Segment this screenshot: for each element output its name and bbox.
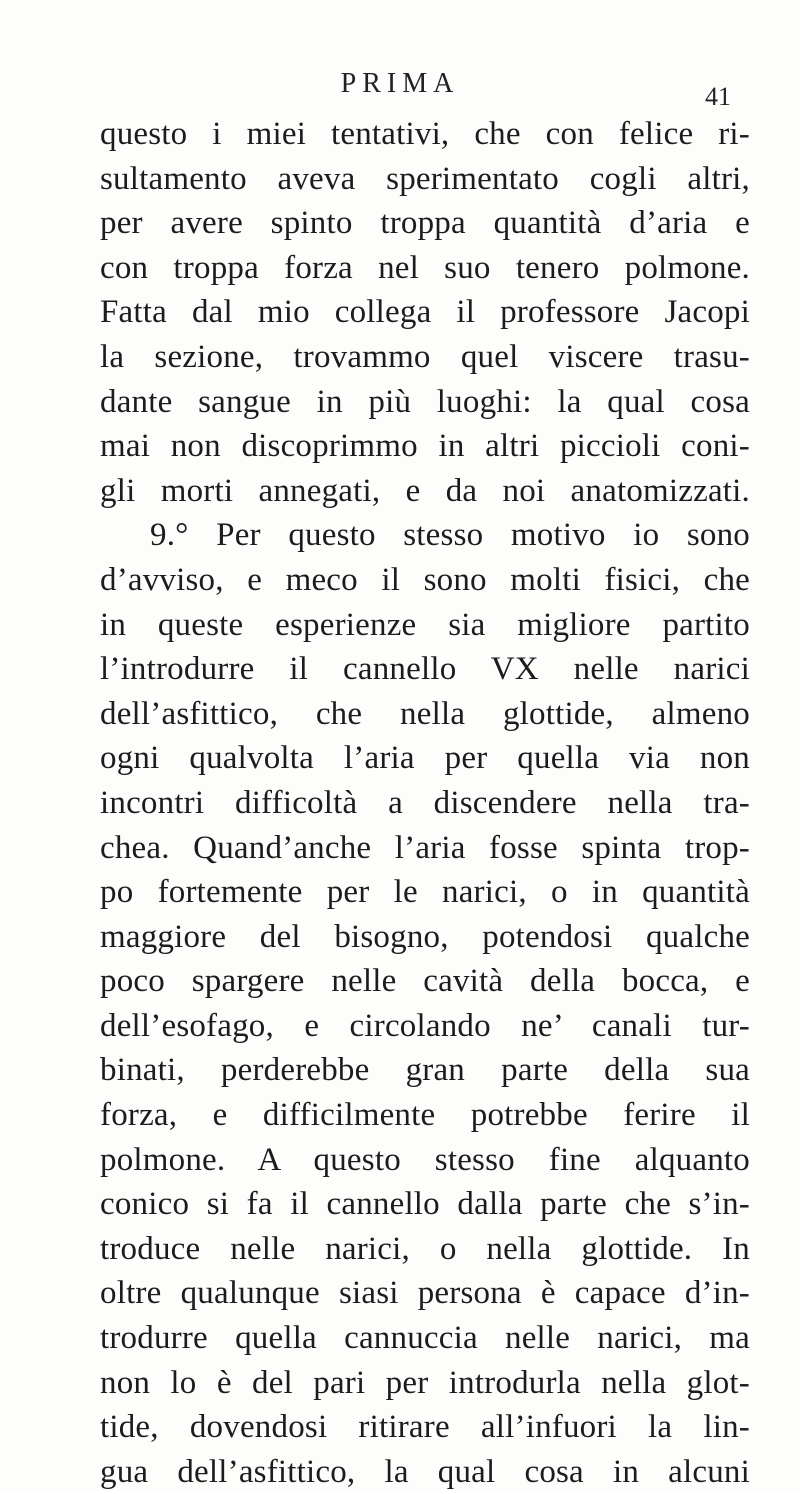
text-line: gli morti annegati, e da noi anatomizzati. bbox=[100, 472, 750, 509]
text-line: d’avviso, e meco il sono molti fisici, che bbox=[100, 561, 750, 598]
text-line: mai non discoprimmo in altri piccioli coni- bbox=[100, 428, 750, 465]
text-line: ogni qualvolta l’aria per quella via non bbox=[100, 740, 750, 777]
text-line: chea. Quand’anche l’aria fosse spinta trop- bbox=[100, 829, 750, 866]
text-line: dante sangue in più luoghi: la qual cosa bbox=[100, 383, 750, 420]
text-line: sultamento aveva sperimentato cogli altri, bbox=[100, 160, 750, 197]
text-line: in queste esperienze sia migliore partito bbox=[100, 606, 750, 643]
text-line: Fatta dal mio collega il professore Jacopi bbox=[100, 294, 750, 331]
text-line: con troppa forza nel suo tenero polmone. bbox=[100, 249, 750, 286]
text-line: poco spargere nelle cavità della bocca, e bbox=[100, 963, 750, 1000]
paragraph-start-line: 9.° Per questo stesso motivo io sono bbox=[150, 517, 750, 554]
text-line: la sezione, trovammo quel viscere trasu- bbox=[100, 338, 750, 375]
text-line: binati, perderebbe gran parte della sua bbox=[100, 1052, 750, 1089]
text-line: incontri difficoltà a discendere nella tra- bbox=[100, 784, 750, 821]
text-line: per avere spinto troppa quantità d’aria e bbox=[100, 205, 750, 242]
running-title: PRIMA bbox=[340, 68, 460, 99]
text-line: forza, e difficilmente potrebbe ferire il bbox=[100, 1097, 750, 1134]
text-line: questo i miei tentativi, che con felice ri- bbox=[100, 116, 750, 152]
text-line: non lo è del pari per introdurla nella glot- bbox=[100, 1364, 750, 1401]
text-line: oltre qualunque siasi persona è capace d’in- bbox=[100, 1275, 750, 1312]
text-line: polmone. A questo stesso fine alquanto bbox=[100, 1141, 750, 1178]
page-number: 41 bbox=[705, 82, 731, 111]
text-line: gua dell’asfittico, la qual cosa in alcuni bbox=[100, 1453, 750, 1490]
text-line: troduce nelle narici, o nella glottide. In bbox=[100, 1230, 750, 1267]
text-line: dell’asfittico, che nella glottide, almeno bbox=[100, 695, 750, 732]
text-line: trodurre quella cannuccia nelle narici, ma bbox=[100, 1320, 750, 1357]
text-line: conico si fa il cannello dalla parte che s’in- bbox=[100, 1186, 750, 1223]
text-line: dell’esofago, e circolando ne’ canali tur- bbox=[100, 1007, 750, 1044]
text-line: po fortemente per le narici, o in quantità bbox=[100, 874, 750, 911]
text-line: l’introdurre il cannello VX nelle narici bbox=[100, 651, 750, 688]
text-line: tide, dovendosi ritirare all’infuori la lin- bbox=[100, 1409, 750, 1446]
text-line: maggiore del bisogno, potendosi qualche bbox=[100, 918, 750, 955]
body-text bbox=[100, 112, 750, 1494]
